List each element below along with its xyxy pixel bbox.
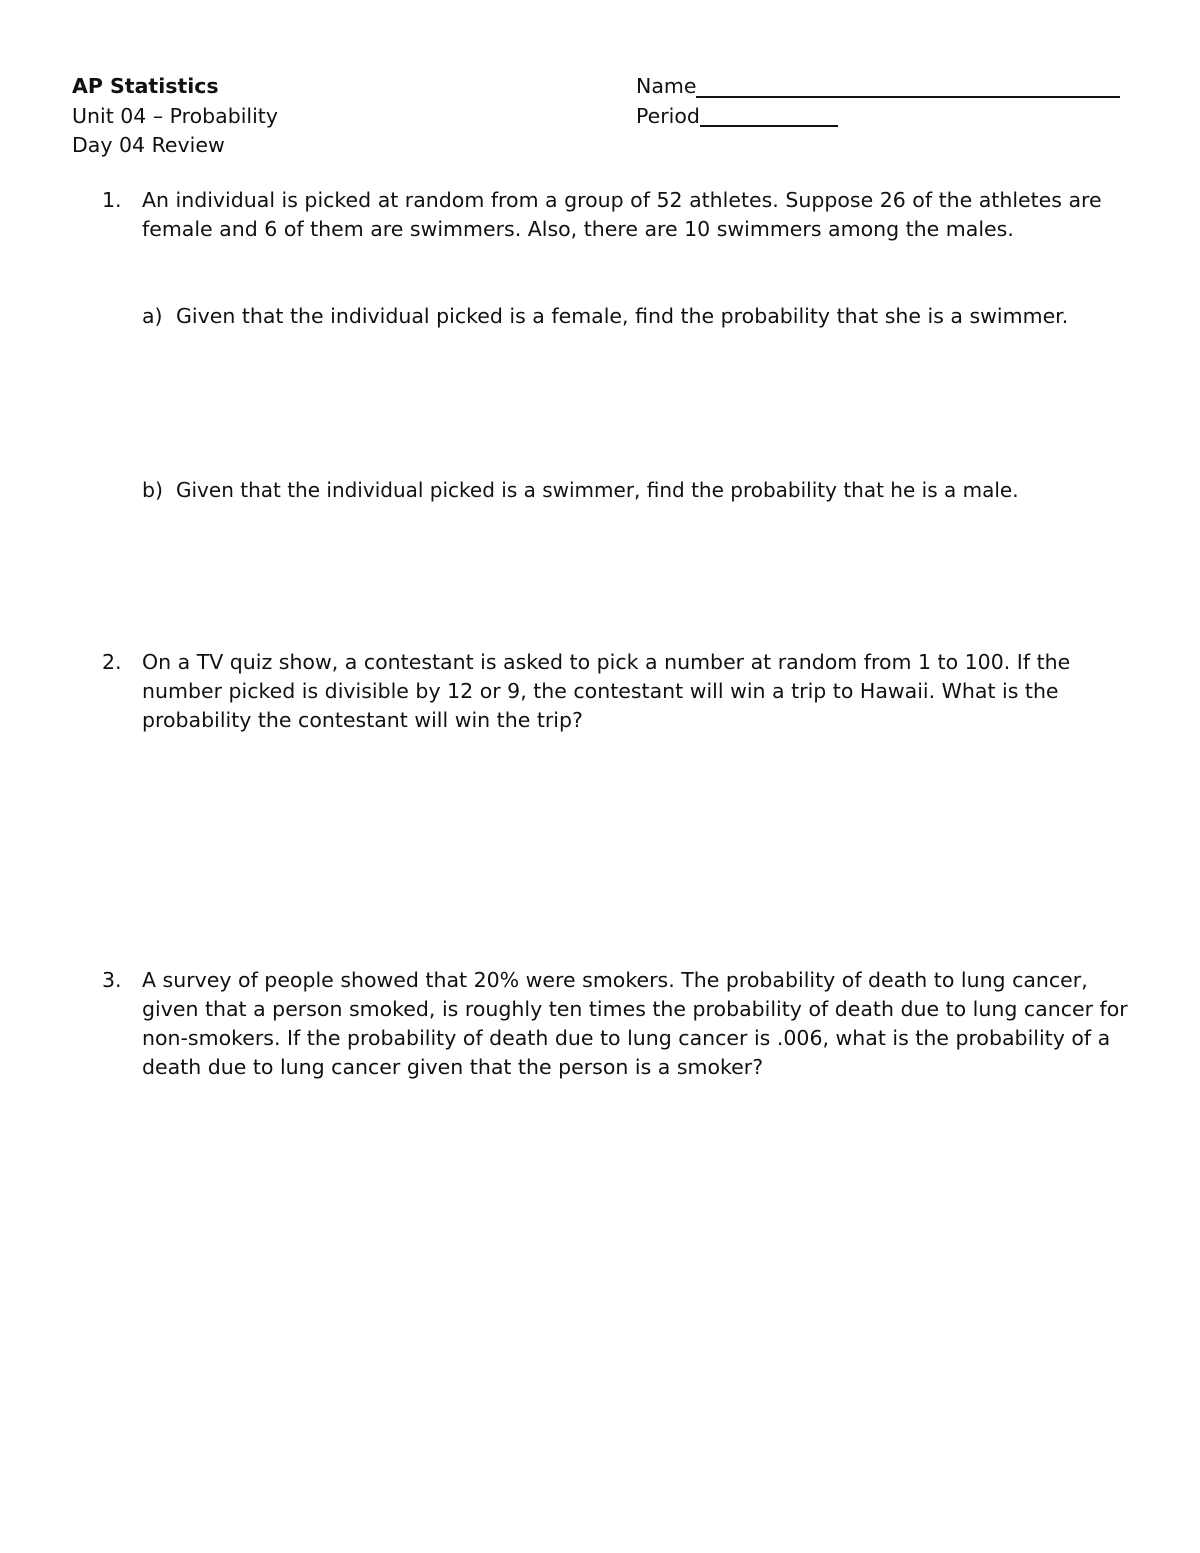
part-text: Given that the individual picked is a female, find the probability that she is a swimmer. [176, 304, 1069, 328]
question-1a [142, 302, 1142, 331]
header-left [72, 72, 278, 161]
period-field-row [636, 102, 1120, 132]
part-letter: a) [142, 304, 163, 328]
question-2 [102, 648, 1142, 735]
question-text: On a TV quiz show, a contestant is asked to pick a number at random from 1 to 100. If the number picked is divisible by 12 or 9, the contestant will win a trip to Hawaii. What is the probability the contestant will win the trip? [142, 650, 1071, 732]
question-text: An individual is picked at random from a group of 52 athletes. Suppose 26 of the athletes are female and 6 of them are swimmers. Also, there are 10 swimmers among the males. [142, 188, 1102, 241]
name-field-row [636, 72, 1120, 102]
unit-title: Unit 04 – Probability [72, 103, 278, 128]
question-text: A survey of people showed that 20% were smokers. The probability of death to lung cancer, given that a person smoked, is roughly ten times the probability of death due to lung cancer for non-smokers. If the probability of death due to lung cancer is .006, what is the probability of a death due to lung cancer given that the person is a smoker? [142, 968, 1128, 1079]
part-letter: b) [142, 478, 164, 502]
name-blank-line[interactable] [696, 74, 1120, 98]
period-blank-line[interactable] [700, 103, 838, 127]
question-number: 1. [102, 188, 122, 212]
question-number: 2. [102, 650, 122, 674]
part-text: Given that the individual picked is a swimmer, find the probability that he is a male. [176, 478, 1019, 502]
course-title: AP Statistics [72, 74, 219, 98]
period-label: Period [636, 103, 700, 128]
question-1 [102, 186, 1142, 244]
question-3 [102, 966, 1142, 1082]
day-title: Day 04 Review [72, 133, 225, 157]
question-1b [142, 476, 1152, 505]
question-number: 3. [102, 968, 122, 992]
name-label: Name [636, 74, 697, 98]
header-right [636, 72, 1120, 131]
